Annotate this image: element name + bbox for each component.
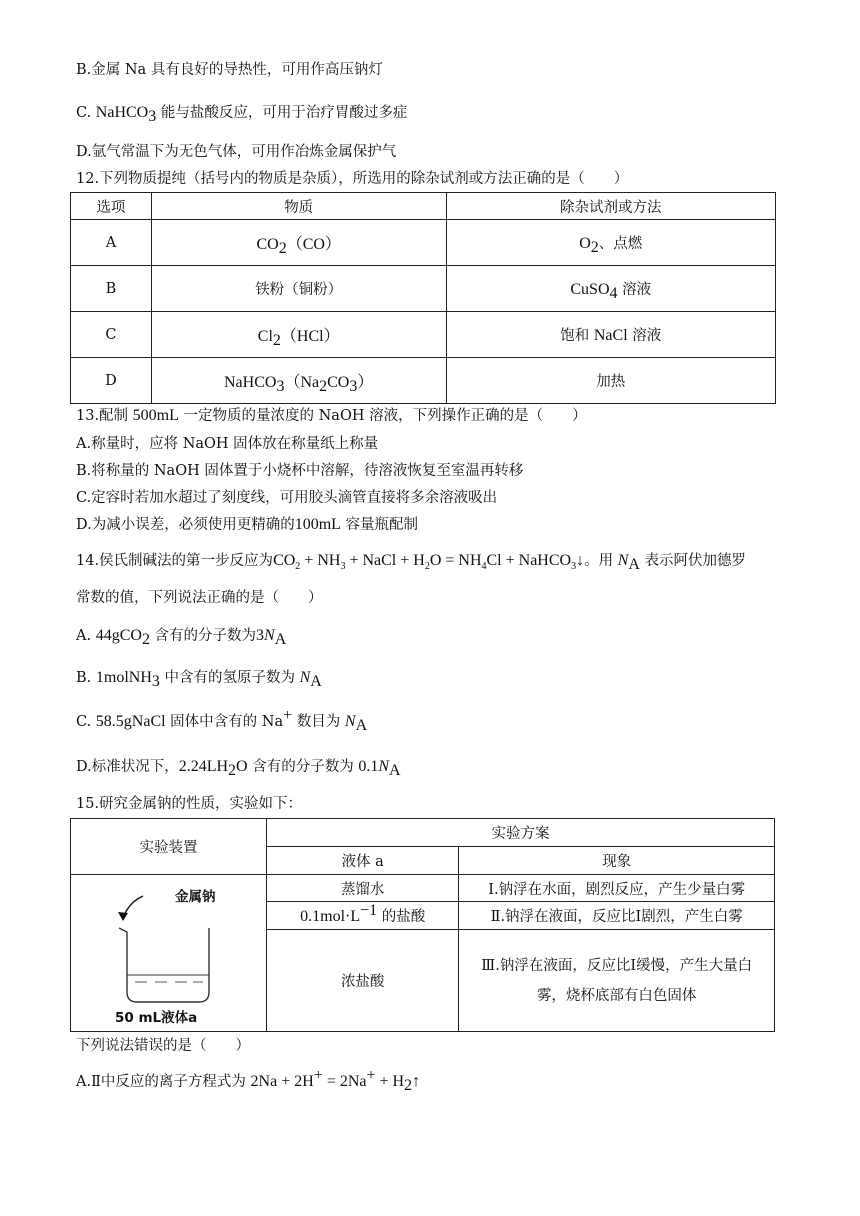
- q14-stem: 14.侯氏制碱法的第一步反应为$CO_2 + NH_3$ + NaCl + $H_2O = NH_4Cl$ + NaHCO$_3$↓。用 $N_A$ 表示阿伏加德罗: [76, 552, 747, 573]
- q12-row-c-substance: $Cl_2(HCl)$: [151, 312, 446, 358]
- q13-stem: 13.配制 500mL 一定物质的量浓度的 NaOH 溶液，下列操作正确的是（ ）: [76, 407, 587, 424]
- q11-option-c: C. NaHCO$_3$ 能与盐酸反应，可用于治疗胃酸过多症: [76, 104, 408, 125]
- table-row: [71, 220, 776, 266]
- q13-option-c: C.定容时若加水超过了刻度线，可用胶头滴管直接将多余溶液吸出: [76, 490, 498, 506]
- q15-option-a: A.Ⅱ中反应的离子方程式为 $2Na + 2H^+ = 2Na^+ + H_2↑$: [76, 1067, 421, 1094]
- q13-option-b: B.将称量的 NaOH 固体置于小烧杯中溶解，待溶液恢复至室温再转移: [76, 463, 524, 479]
- q12-row-b-substance: 铁粉（铜粉）: [151, 266, 446, 312]
- q12-row-d-option: D: [71, 358, 152, 404]
- q12-stem: 12.下列物质提纯（括号内的物质是杂质），所选用的除杂试剂或方法正确的是（ ）: [76, 171, 629, 187]
- q15-table: [70, 818, 775, 1032]
- q12-row-a-option: A: [71, 220, 152, 266]
- q12-row-b-option: B: [71, 266, 152, 312]
- q12-header-method: 除杂试剂或方法: [446, 193, 776, 220]
- q15-after: 下列说法错误的是（ ）: [76, 1038, 250, 1054]
- q12-row-c-method: 饱和 NaCl 溶液: [446, 312, 776, 358]
- table-row: [71, 312, 776, 358]
- q14-equation: $CO_2 + NH_3$ + NaCl + $H_2O = NH_4Cl$ + NaHCO$_3$↓: [273, 552, 585, 573]
- q15-row1-phenomenon: Ⅰ.钠浮在水面，剧烈反应，产生少量白雾: [459, 875, 775, 902]
- q12-table: [70, 192, 776, 404]
- q14-option-a: A. 44gCO$_2$ 含有的分子数为$3N_A$: [76, 627, 287, 648]
- q15-row2-phenomenon: Ⅱ.钠浮在液面，反应比Ⅰ剧烈，产生白雾: [459, 902, 775, 930]
- q13-option-d: D.为减小误差，必须使用更精确的100mL 容量瓶配制: [76, 516, 419, 533]
- q15-row3-liquid: 浓盐酸: [267, 930, 459, 1032]
- table-row: [71, 358, 776, 404]
- table-row: [71, 875, 775, 902]
- q12-row-d-substance: $NaHCO_3(Na_2CO_3)$: [151, 358, 446, 404]
- q14-option-d: D.标准状况下，$2.24LH_2O$ 含有的分子数为 $0.1N_A$: [76, 758, 401, 779]
- q12-header-option: 选项: [71, 193, 152, 220]
- beaker: [119, 928, 209, 1002]
- q14-option-b: B. 1molNH$_3$ 中含有的氢原子数为 $N_A$: [76, 669, 322, 690]
- arrow-head: [118, 912, 128, 921]
- table-row: [71, 266, 776, 312]
- q12-row-a-substance: $CO_2(CO)$: [151, 220, 446, 266]
- q12-row-d-method: 加热: [446, 358, 776, 404]
- q14-option-c: C. 58.5gNaCl 固体中含有的 Na+ 数目为 $N_A$: [76, 707, 368, 734]
- q14-stem-line2: 常数的值，下列说法正确的是（ ）: [76, 590, 323, 606]
- q12-row-c-option: C: [71, 312, 152, 358]
- q15-stem: 15.研究金属钠的性质，实验如下：: [76, 796, 303, 812]
- q12-header-row: [71, 193, 776, 220]
- q15-row1-liquid: 蒸馏水: [267, 875, 459, 902]
- q15-apparatus-cell: [71, 875, 267, 1032]
- sodium-label: 金属钠: [175, 889, 216, 905]
- q11-option-d: D.氩气常温下为无色气体，可用作冶炼金属保护气: [76, 144, 397, 160]
- q15-header-liquid: 液体 a: [267, 847, 459, 875]
- q12-header-substance: 物质: [151, 193, 446, 220]
- q15-header-phenomenon: 现象: [459, 847, 775, 875]
- liquid-label: 50 mL液体a: [115, 1010, 198, 1026]
- q15-row2-liquid: $0.1mol\cdot L^{-1}$ 的盐酸: [267, 902, 459, 930]
- q12-row-a-method: $O_2$、点燃: [446, 220, 776, 266]
- q15-header-device: 实验装置: [71, 819, 267, 875]
- q13-option-a: A.称量时，应将 NaOH 固体放在称量纸上称量: [76, 436, 379, 452]
- q11-option-b: B.金属 Na 具有良好的导热性，可用作高压钠灯: [76, 62, 383, 78]
- q12-row-b-method: CuSO$_4$ 溶液: [446, 266, 776, 312]
- q15-header-plan: 实验方案: [267, 819, 775, 847]
- q15-row3-phenomenon: Ⅲ.钠浮在液面，反应比Ⅰ缓慢，产生大量白雾，烧杯底部有白色固体: [459, 930, 775, 1032]
